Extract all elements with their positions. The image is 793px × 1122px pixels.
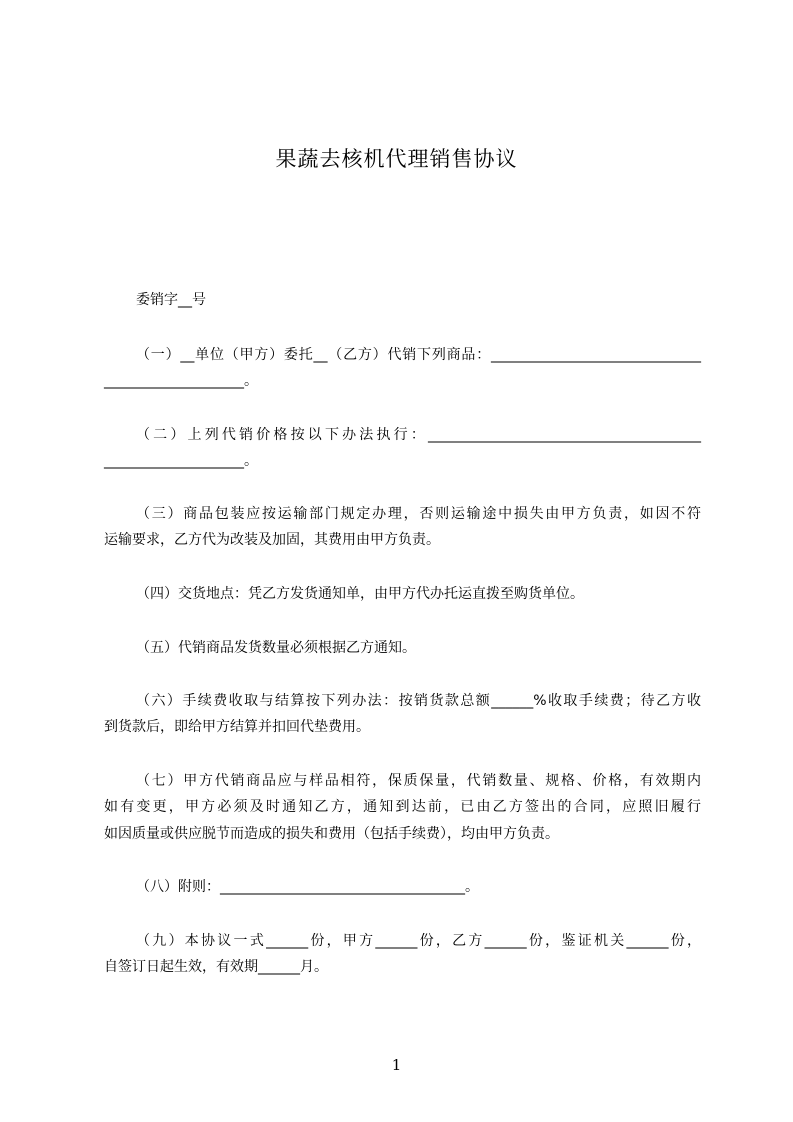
clause-1-line-1: （一）__单位（甲方）委托__（乙方）代销下列商品：______________________________ xyxy=(136,347,701,363)
clause-4-line-1: （四）交货地点：凭乙方发货通知单，由甲方代办托运直拨至购货单位。 xyxy=(136,586,584,602)
clause-7-line-2: 如有变更，甲方必须及时通知乙方，通知到达前，已由乙方签出的合同，应照旧履行 xyxy=(104,799,701,815)
clause-9-line-2: 自签订日起生效，有效期______月。 xyxy=(104,959,328,975)
clause-6-line-1: （六）手续费收取与结算按下列办法：按销货款总额______%收取手续费；待乙方收 xyxy=(136,693,701,709)
page-number: 1 xyxy=(391,1056,402,1074)
document-number: 委销字__号 xyxy=(136,292,206,308)
clause-3-line-2: 运输要求，乙方代为改装及加固，其费用由甲方负责。 xyxy=(104,532,440,548)
document-title: 果蔬去核机代理销售协议 xyxy=(275,147,518,171)
clause-7-line-3: 如因质量或供应脱节而造成的损失和费用（包括手续费），均由甲方负责。 xyxy=(104,826,559,842)
clause-7-line-1: （七）甲方代销商品应与样品相符，保质保量，代销数量、规格、价格，有效期内 xyxy=(136,773,701,789)
clause-9-line-1: （九）本协议一式______份，甲方______份，乙方______份，鉴证机关______份， xyxy=(136,933,701,949)
clause-3-line-1: （三）商品包装应按运输部门规定办理，否则运输途中损失由甲方负责，如因不符 xyxy=(136,506,701,522)
clause-1-line-2: ____________________。 xyxy=(104,373,258,389)
clause-6-line-2: 到货款后，即给甲方结算并扣回代垫费用。 xyxy=(104,719,370,735)
clause-8-line-1: （八）附则：___________________________________。 xyxy=(136,879,479,895)
clause-2-line-2: ____________________。 xyxy=(104,453,258,469)
clause-2-line-1: （二）上列代销价格按以下办法执行：_______________________________________ xyxy=(136,427,701,443)
clause-5-line-1: （五）代销商品发货数量必须根据乙方通知。 xyxy=(136,640,416,656)
